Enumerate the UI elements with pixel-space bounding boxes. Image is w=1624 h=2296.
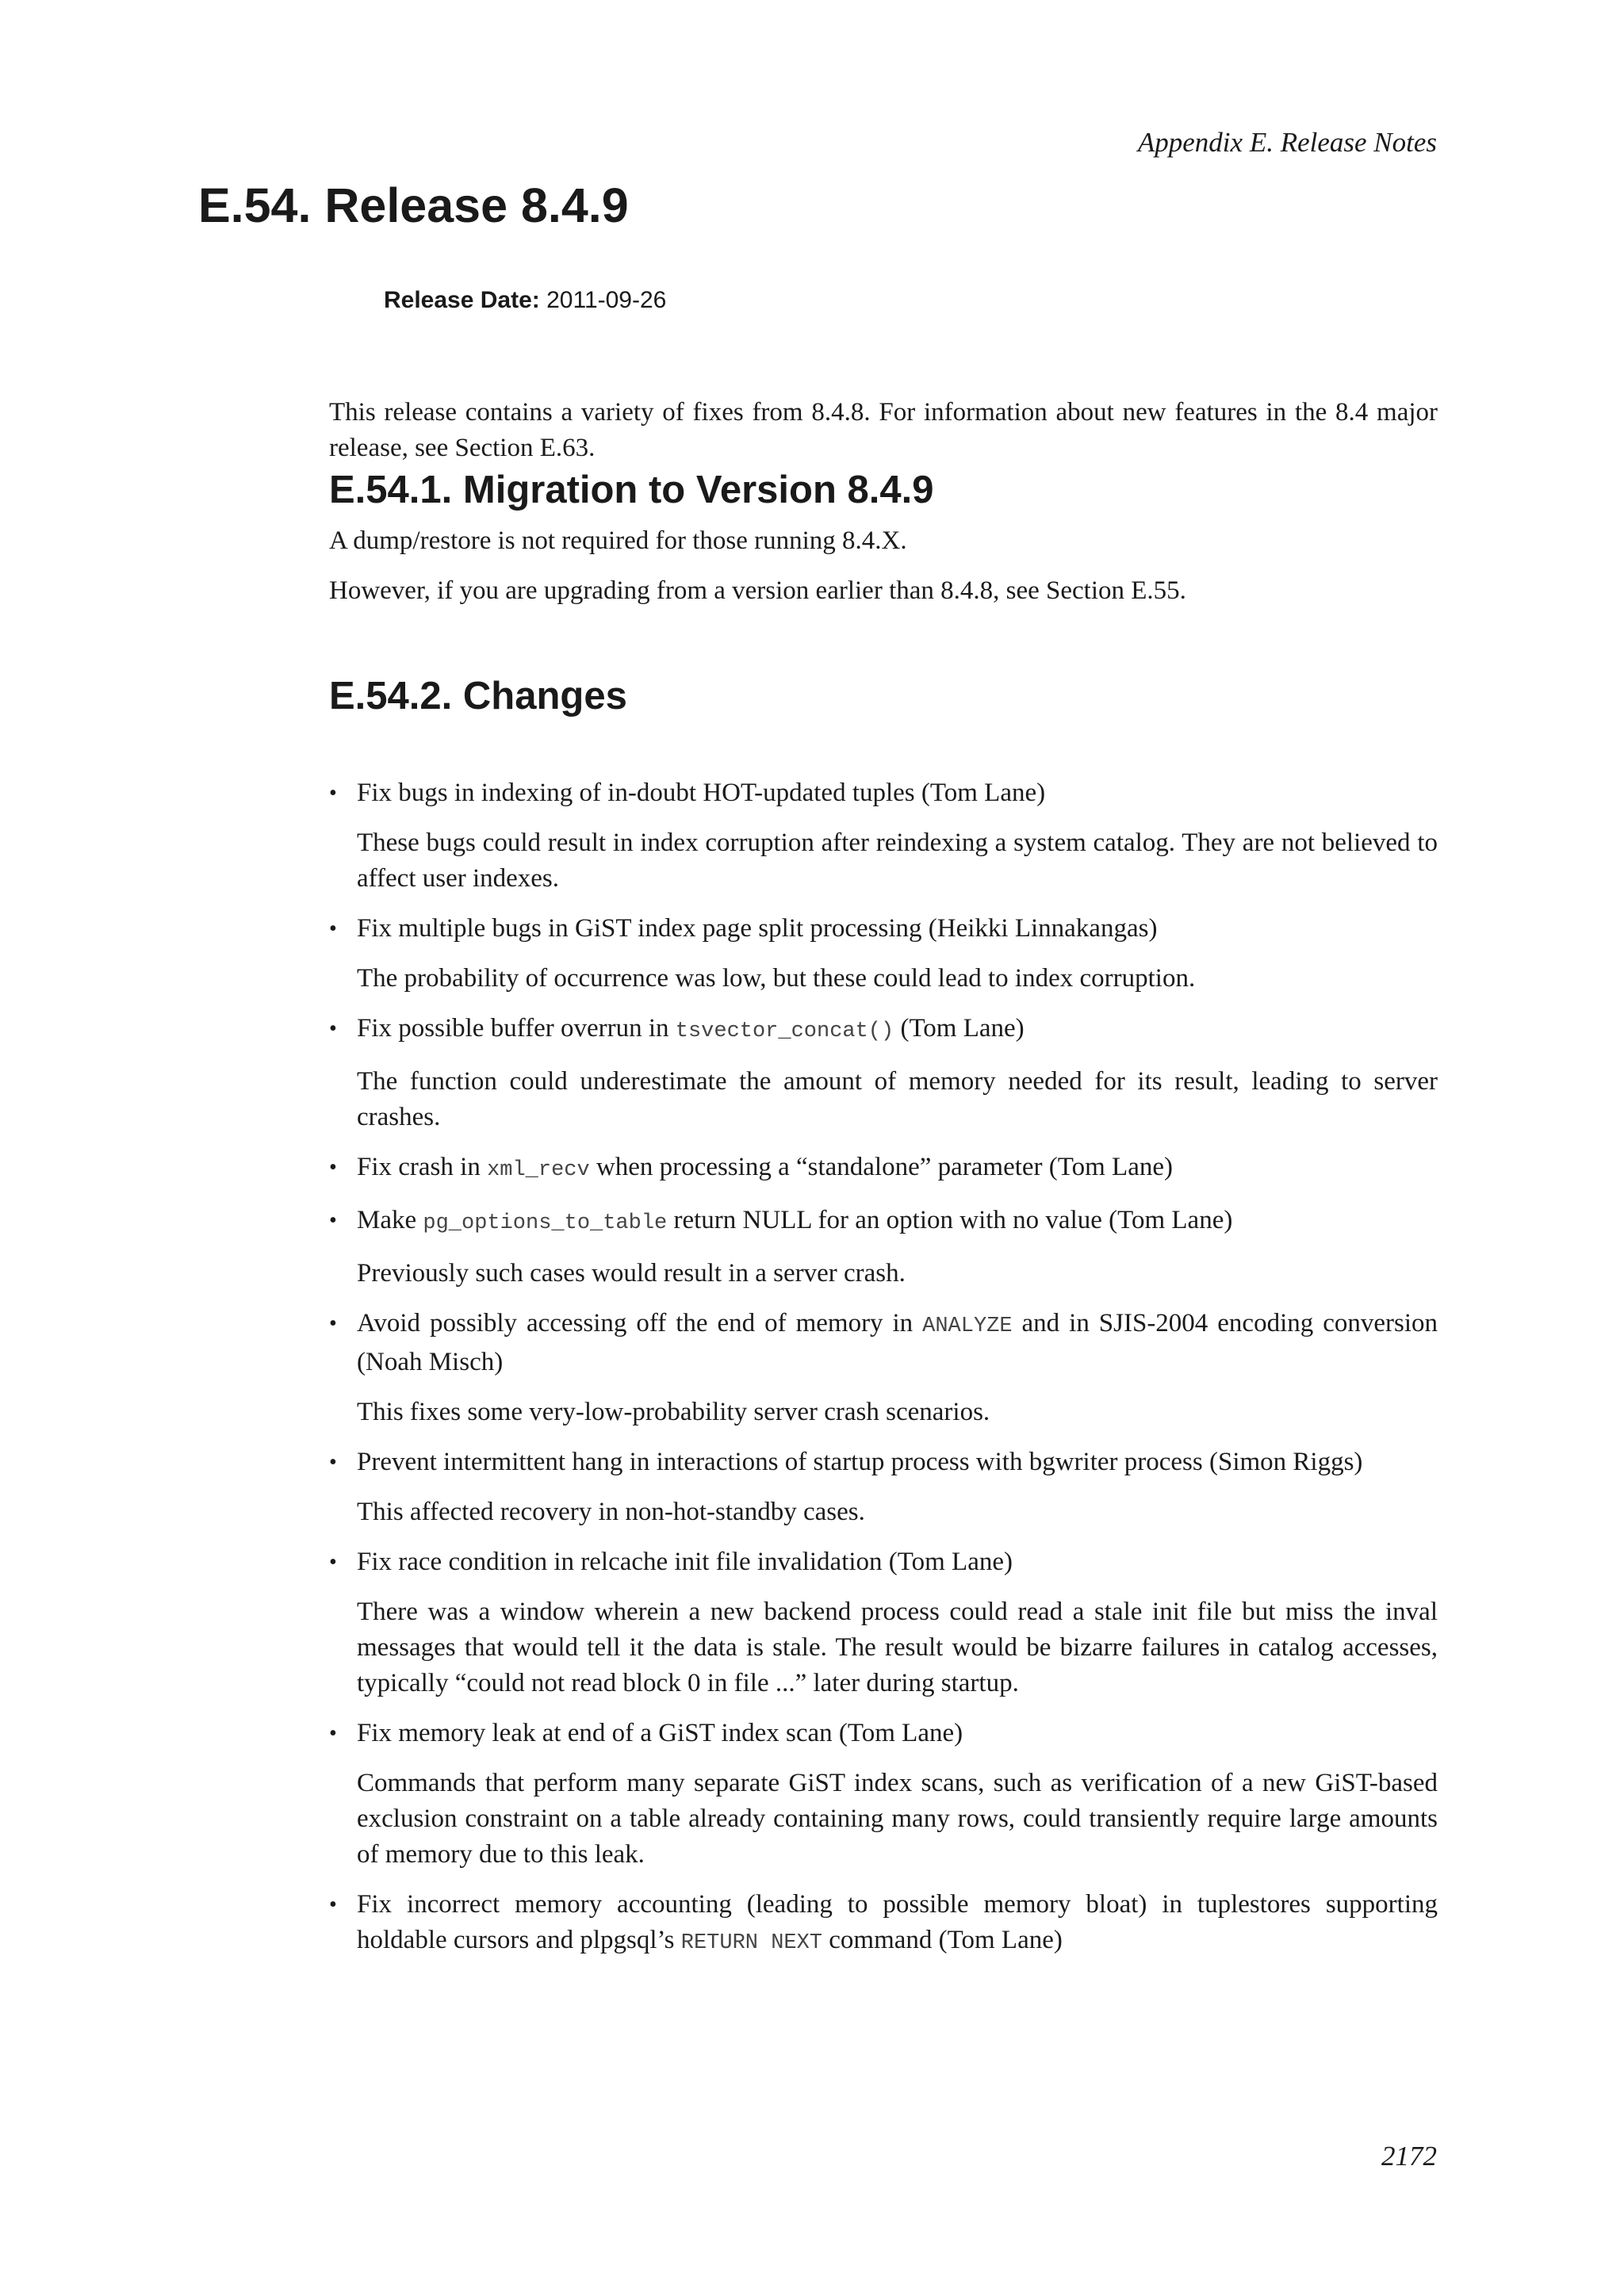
change-description	[357, 1064, 1438, 1135]
change-title	[357, 911, 1438, 947]
bullet-icon: •	[329, 781, 337, 806]
bullet-icon: •	[329, 1550, 337, 1575]
inline-code: xml_recv	[487, 1158, 590, 1182]
list-item	[329, 1011, 1438, 1135]
list-item	[329, 911, 1438, 997]
content	[329, 395, 1438, 1976]
text-run: Commands that perform many separate GiST index scans, such as verification of a new GiST-based exclusion constraint on a table already containing many rows, could transiently require large amounts of memory due to this leak.	[357, 1769, 1438, 1869]
bullet-icon: •	[329, 916, 337, 941]
text-run: Fix incorrect memory accounting (leading to possible memory bloat) in tuplestores supporting holdable cursors and plpgsql’s	[357, 1890, 1438, 1954]
change-title	[357, 1011, 1438, 1050]
change-title	[357, 1203, 1438, 1242]
text-run: return NULL for an option with no value (Tom Lane)	[667, 1206, 1233, 1234]
text-run: The function could underestimate the amount of memory needed for its result, leading to server crashes.	[357, 1067, 1438, 1131]
list-item	[329, 1445, 1438, 1530]
chapter-title: E.54. Release 8.4.9	[198, 178, 629, 232]
changes-list	[329, 775, 1438, 1961]
text-run: when processing a “standalone” parameter (Tom Lane)	[589, 1153, 1173, 1181]
bullet-icon: •	[329, 1450, 337, 1475]
running-head: Appendix E. Release Notes	[1137, 127, 1437, 158]
change-description	[357, 825, 1438, 897]
text-run: This fixes some very-low-probability server crash scenarios.	[357, 1398, 990, 1426]
text-run: Fix memory leak at end of a GiST index scan (Tom Lane)	[357, 1719, 963, 1747]
change-description	[357, 1395, 1438, 1430]
text-run: Fix crash in	[357, 1153, 488, 1181]
change-description	[357, 1494, 1438, 1530]
page-number: 2172	[1381, 2141, 1437, 2172]
text-run: Fix possible buffer overrun in	[357, 1014, 676, 1043]
list-item	[329, 775, 1438, 897]
list-item	[329, 1306, 1438, 1430]
change-title	[357, 1445, 1438, 1480]
text-run: These bugs could result in index corruption after reindexing a system catalog. They are not believed to affect user indexes.	[357, 828, 1438, 893]
text-run: Prevent intermittent hang in interactions of startup process with bgwriter process (Simon Riggs)	[357, 1448, 1363, 1476]
list-item	[329, 1887, 1438, 1961]
migration-paragraph: However, if you are upgrading from a version earlier than 8.4.8, see Section E.55.	[329, 576, 1186, 605]
release-date-label: Release Date:	[384, 287, 540, 313]
change-title	[357, 1150, 1438, 1188]
bullet-icon: •	[329, 1311, 337, 1336]
text-run: Previously such cases would result in a server crash.	[357, 1259, 906, 1288]
bullet-icon: •	[329, 1721, 337, 1746]
bullet-icon: •	[329, 1155, 337, 1180]
text-run: Avoid possibly accessing off the end of memory in	[357, 1309, 923, 1337]
text-run: and in SJIS-2004 encoding conversion (Noah Misch)	[357, 1309, 1438, 1376]
migration-heading: E.54.1. Migration to Version 8.4.9	[329, 469, 934, 511]
list-item	[329, 1150, 1438, 1188]
text-run: Fix race condition in relcache init file invalidation (Tom Lane)	[357, 1548, 1013, 1576]
change-title	[357, 1306, 1438, 1380]
text-run: There was a window wherein a new backend process could read a stale init file but miss the inval messages that would tell it the data is stale. The result would be bizarre failures in catalog accesses, typically “could not read block 0 in file ...” later during startup.	[357, 1598, 1438, 1697]
intro-paragraph: This release contains a variety of fixes from 8.4.8. For information about new features in the 8.4 major release, see Section E.63.	[329, 398, 1438, 462]
release-date	[384, 287, 666, 314]
text-run: Make	[357, 1206, 423, 1234]
text-run: Fix bugs in indexing of in-doubt HOT-updated tuples (Tom Lane)	[357, 779, 1046, 807]
migration-paragraph: A dump/restore is not required for those running 8.4.X.	[329, 526, 907, 555]
change-description	[357, 1594, 1438, 1701]
list-item	[329, 1544, 1438, 1701]
text-run: The probability of occurrence was low, but these could lead to index corruption.	[357, 964, 1196, 993]
list-item	[329, 1716, 1438, 1873]
change-description	[357, 1256, 1438, 1292]
release-date-value: 2011-09-26	[546, 287, 667, 313]
bullet-icon: •	[329, 1016, 337, 1041]
change-description	[357, 961, 1438, 997]
inline-code: pg_options_to_table	[423, 1211, 668, 1235]
changes-heading: E.54.2. Changes	[329, 675, 627, 718]
list-item	[329, 1203, 1438, 1292]
bullet-icon: •	[329, 1892, 337, 1917]
inline-code: RETURN NEXT	[680, 1931, 823, 1955]
change-description	[357, 1766, 1438, 1873]
change-title	[357, 1716, 1438, 1751]
bullet-icon: •	[329, 1208, 337, 1233]
change-title	[357, 1887, 1438, 1961]
change-title	[357, 1544, 1438, 1580]
text-run: command (Tom Lane)	[822, 1926, 1063, 1954]
change-title	[357, 775, 1438, 811]
text-run: Fix multiple bugs in GiST index page split processing (Heikki Linnakangas)	[357, 914, 1158, 943]
inline-code: ANALYZE	[922, 1314, 1013, 1338]
inline-code: tsvector_concat()	[675, 1020, 894, 1043]
text-run: (Tom Lane)	[894, 1014, 1025, 1043]
text-run: This affected recovery in non-hot-standby cases.	[357, 1498, 865, 1526]
